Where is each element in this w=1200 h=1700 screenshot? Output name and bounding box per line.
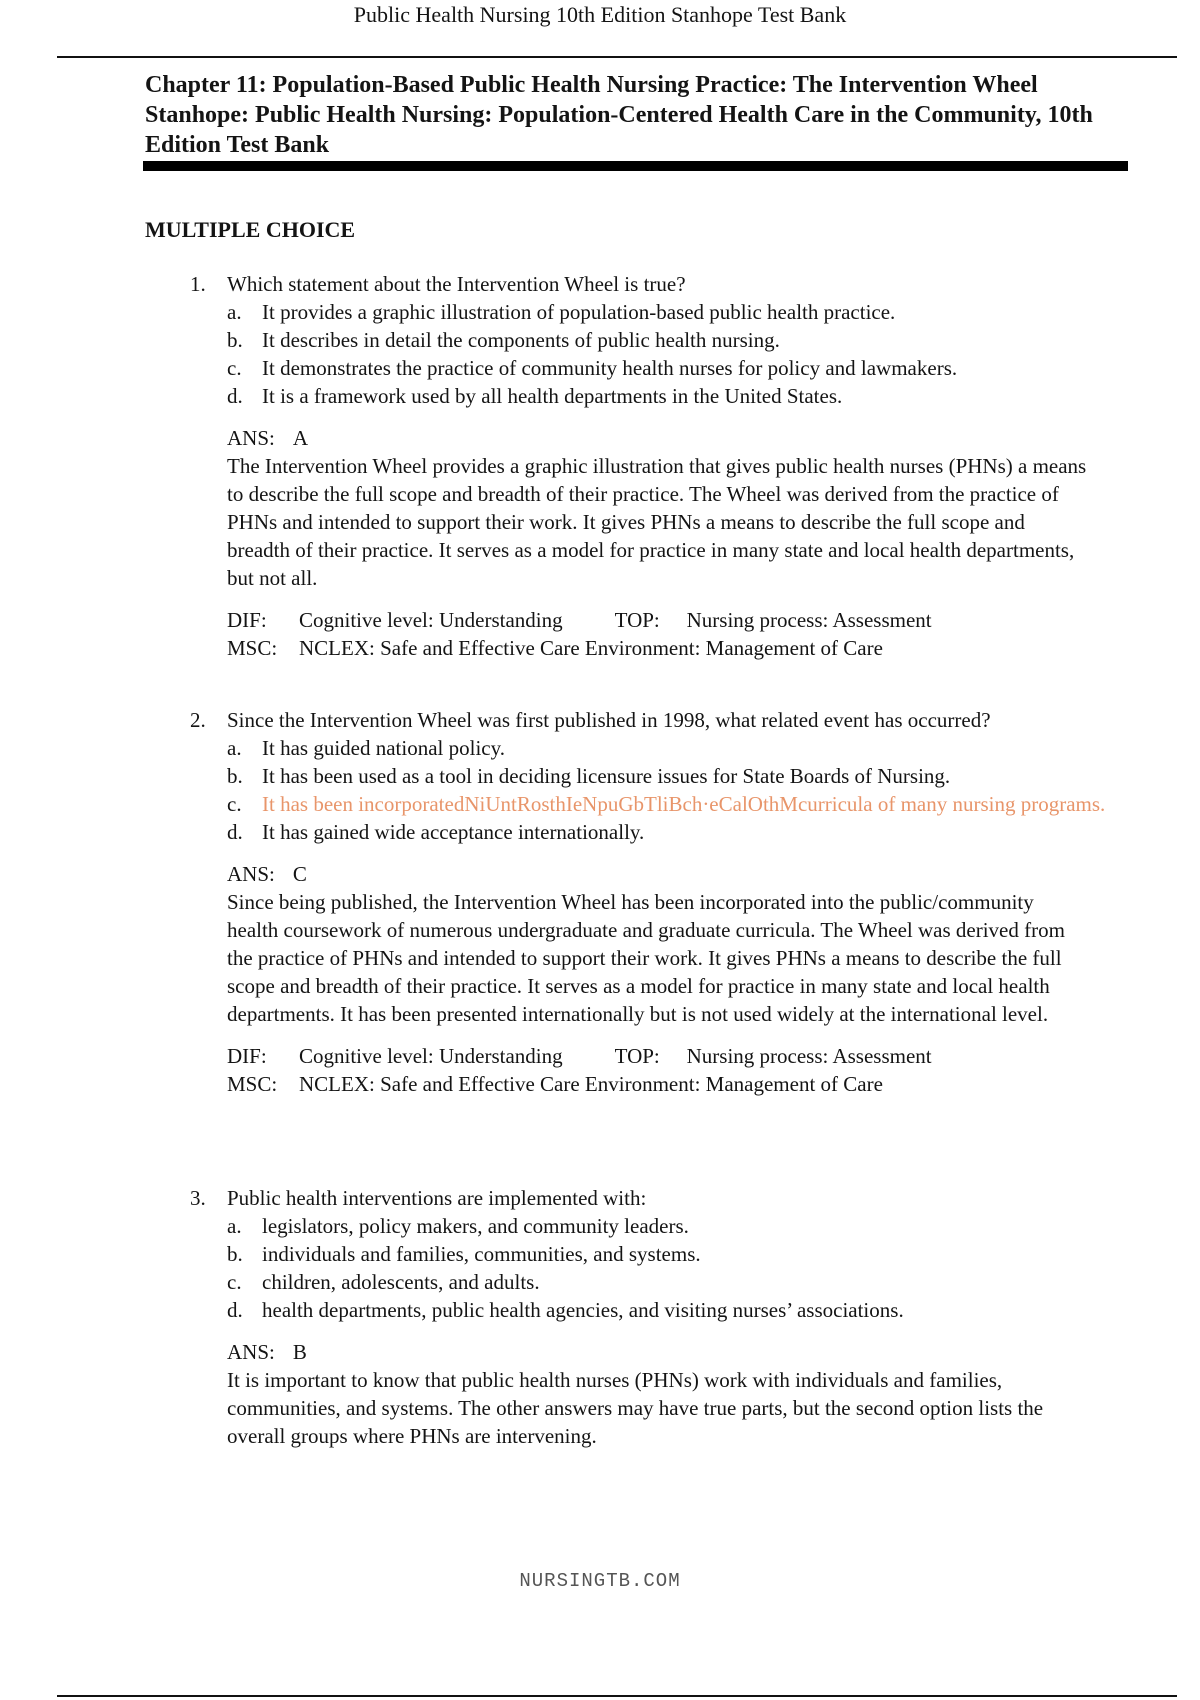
option-b: [190, 1240, 1150, 1268]
option-letter: b.: [227, 1242, 243, 1266]
msc-value: NCLEX: Safe and Effective Care Environment: Management of Care: [299, 1072, 883, 1096]
question-stem: [190, 1184, 1150, 1212]
question-number: 2.: [190, 708, 206, 732]
option-letter: a.: [227, 300, 242, 324]
answer-label: ANS:: [227, 1340, 275, 1364]
option-d: [190, 382, 1150, 410]
question-meta: [190, 606, 1150, 662]
option-d: [190, 818, 1150, 846]
option-letter: d.: [227, 384, 243, 408]
msc-label: MSC:: [227, 636, 278, 660]
option-letter: c.: [227, 1270, 242, 1294]
option-letter: b.: [227, 328, 243, 352]
question-2: [190, 706, 1150, 1098]
rationale: Since being published, the Intervention Wheel has been incorporated into the public/community health coursework of numerous undergraduate and graduate curricula. The Wheel was derived from the practice of PHNs and intended to support their work. It gives PHNs a means to describe the full scope and breadth of their practice. It serves as a model for practice in many state and local health departments. It has been presented internationally but is not used widely at the international level.: [227, 890, 1065, 1026]
top-label: TOP:: [614, 608, 660, 632]
option-c: [190, 790, 1150, 818]
question-text: Which statement about the Intervention Wheel is true?: [227, 272, 686, 296]
option-a: [190, 1212, 1150, 1240]
option-letter: c.: [227, 792, 242, 816]
question-stem: [190, 706, 1150, 734]
option-letter: d.: [227, 1298, 243, 1322]
option-b: [190, 326, 1150, 354]
answer-line: [190, 424, 1150, 452]
top-value: Nursing process: Assessment: [686, 1044, 932, 1068]
option-text: It has guided national policy.: [262, 736, 505, 760]
answer-line: [190, 1338, 1150, 1366]
option-text: It demonstrates the practice of community health nurses for policy and lawmakers.: [262, 356, 958, 380]
dif-label: DIF:: [227, 1044, 267, 1068]
watermark-footer: NURSINGTB.COM: [519, 1570, 681, 1592]
option-letter: a.: [227, 736, 242, 760]
option-text: children, adolescents, and adults.: [262, 1270, 540, 1294]
option-text: It provides a graphic illustration of population-based public health practice.: [262, 300, 896, 324]
option-a: [190, 734, 1150, 762]
answer-line: [190, 860, 1150, 888]
rationale: It is important to know that public health nurses (PHNs) work with individuals and families, communities, and systems. The other answers may have true parts, but the second option lists the overall groups where PHNs are intervening.: [227, 1368, 1044, 1448]
answer-label: ANS:: [227, 862, 275, 886]
question-text: Since the Intervention Wheel was first published in 1998, what related event has occurred?: [227, 708, 991, 732]
option-text: It has gained wide acceptance internationally.: [262, 820, 645, 844]
msc-value: NCLEX: Safe and Effective Care Environment: Management of Care: [299, 636, 883, 660]
question-stem: [190, 270, 1150, 298]
question-text: Public health interventions are implemented with:: [227, 1186, 647, 1210]
rationale: The Intervention Wheel provides a graphic illustration that gives public health nurses (PHNs) a means to describe the full scope and breadth of their practice. The Wheel was derived from the practice of PHNs and intended to support their work. It gives PHNs a means to describe the full scope and breadth of their practice. It serves as a model for practice in many state and local health departments, but not all.: [227, 454, 1087, 590]
option-text: legislators, policy makers, and community leaders.: [262, 1214, 689, 1238]
question-number: 3.: [190, 1186, 206, 1210]
option-text: It is a framework used by all health departments in the United States.: [262, 384, 843, 408]
section-heading: MULTIPLE CHOICE: [145, 217, 356, 242]
question-number: 1.: [190, 272, 206, 296]
answer-value: A: [292, 426, 309, 450]
option-text: It has been used as a tool in deciding licensure issues for State Boards of Nursing.: [262, 764, 951, 788]
question-3: [190, 1184, 1150, 1450]
option-b: [190, 762, 1150, 790]
answer-label: ANS:: [227, 426, 275, 450]
option-letter: b.: [227, 764, 243, 788]
running-header: Public Health Nursing 10th Edition Stanhope Test Bank: [353, 2, 847, 27]
title-underline-bar: [143, 161, 1128, 171]
option-text: It describes in detail the components of public health nursing.: [262, 328, 780, 352]
dif-value: Cognitive level: Understanding: [299, 608, 563, 632]
header-rule: [57, 56, 1177, 58]
top-value: Nursing process: Assessment: [686, 608, 932, 632]
msc-label: MSC:: [227, 1072, 278, 1096]
question-meta: [190, 1042, 1150, 1098]
answer-value: B: [292, 1340, 307, 1364]
option-letter: d.: [227, 820, 243, 844]
option-text: health departments, public health agencies, and visiting nurses’ associations.: [262, 1298, 904, 1322]
footer-rule: [57, 1695, 1177, 1697]
question-1: [190, 270, 1150, 662]
option-letter: a.: [227, 1214, 242, 1238]
dif-value: Cognitive level: Understanding: [299, 1044, 563, 1068]
option-c: [190, 354, 1150, 382]
option-letter: c.: [227, 356, 242, 380]
answer-value: C: [292, 862, 307, 886]
option-a: [190, 298, 1150, 326]
option-c: [190, 1268, 1150, 1296]
chapter-title: Chapter 11: Population-Based Public Health Nursing Practice: The Intervention Wheel Stanhope: Public Health Nursing: Population-Centered Health Care in the Community, 10th Edition Test Bank: [145, 72, 1093, 158]
dif-label: DIF:: [227, 608, 267, 632]
option-text-watermarked: It has been incorporatedNiUntRosthIeNpuGbTliBch·eCalOthMcurricula of many nursing programs.: [262, 792, 1106, 816]
option-text: individuals and families, communities, and systems.: [262, 1242, 701, 1266]
option-d: [190, 1296, 1150, 1324]
top-label: TOP:: [614, 1044, 660, 1068]
